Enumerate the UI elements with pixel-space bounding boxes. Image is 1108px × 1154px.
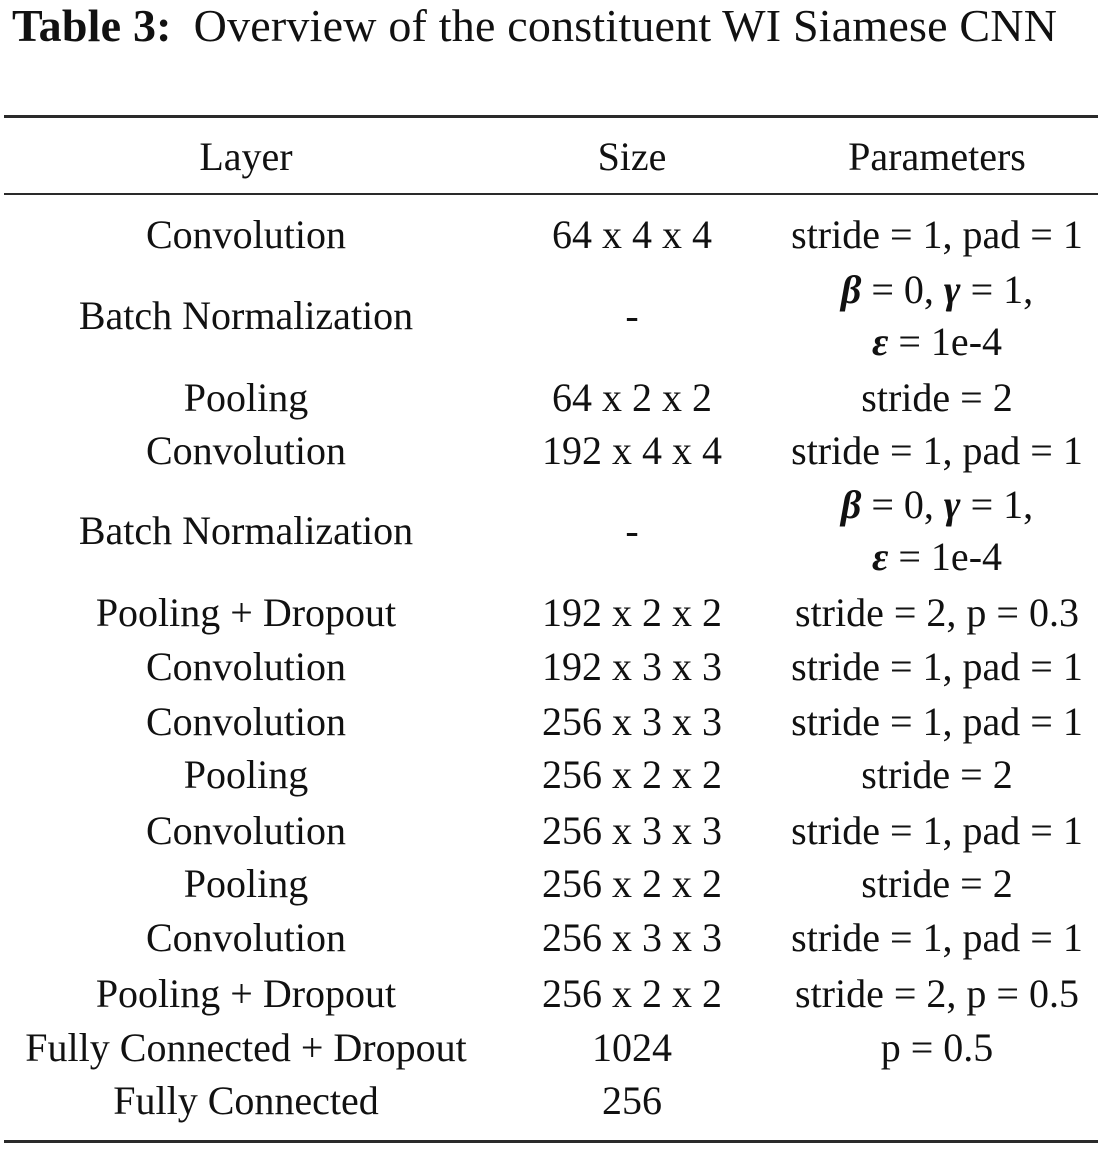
cell-layer: Pooling + Dropout bbox=[95, 590, 397, 635]
cell-layer: Fully Connected + Dropout bbox=[25, 1025, 467, 1070]
table-row bbox=[4, 696, 1098, 748]
cell-parameters: stride = 1, pad = 1 bbox=[791, 428, 1083, 473]
table-row bbox=[4, 805, 1098, 857]
cell-layer: Pooling + Dropout bbox=[95, 971, 397, 1016]
header-parameters: Parameters bbox=[848, 134, 1026, 179]
cell-layer: Convolution bbox=[145, 644, 347, 689]
table-row bbox=[4, 372, 1098, 424]
cell-size: - bbox=[625, 508, 639, 553]
cell-size: 64 x 4 x 4 bbox=[552, 212, 712, 257]
top-rule bbox=[4, 115, 1098, 118]
cell-parameters: stride = 2, p = 0.5 bbox=[795, 971, 1079, 1016]
cell-layer: Batch Normalization bbox=[78, 508, 414, 553]
cell-layer: Convolution bbox=[145, 808, 347, 853]
cell-parameters: stride = 1, pad = 1 bbox=[791, 808, 1083, 853]
header-rule bbox=[4, 193, 1098, 195]
cell-parameters: stride = 1, pad = 1 bbox=[791, 699, 1083, 744]
cell-layer: Convolution bbox=[145, 212, 347, 257]
cell-parameters bbox=[776, 1075, 1098, 1127]
cell-parameters: stride = 2 bbox=[861, 375, 1013, 420]
cell-size: 192 x 3 x 3 bbox=[542, 644, 722, 689]
cell-parameters: stride = 2, p = 0.3 bbox=[795, 590, 1079, 635]
cell-layer: Convolution bbox=[145, 428, 347, 473]
cell-size: 1024 bbox=[592, 1025, 672, 1070]
table-row bbox=[4, 264, 1098, 368]
cell-parameters: stride = 2 bbox=[861, 861, 1013, 906]
cell-layer: Convolution bbox=[145, 915, 347, 960]
cell-layer: Pooling bbox=[183, 375, 309, 420]
table-caption bbox=[12, 0, 1057, 52]
cell-layer: Batch Normalization bbox=[78, 293, 414, 338]
table-row bbox=[4, 858, 1098, 910]
table-row bbox=[4, 641, 1098, 693]
cell-layer: Pooling bbox=[183, 861, 309, 906]
table-title: Overview of the constituent WI Siamese CNN bbox=[193, 0, 1058, 51]
cell-parameters: β = 0, γ = 1, ε = 1e-4 bbox=[840, 267, 1034, 364]
bottom-rule bbox=[4, 1140, 1098, 1143]
table-row bbox=[4, 912, 1098, 964]
cell-layer: Pooling bbox=[183, 752, 309, 797]
table-label: Table 3: bbox=[12, 0, 172, 51]
cell-size: 256 x 3 x 3 bbox=[542, 915, 722, 960]
cell-layer: Fully Connected bbox=[113, 1078, 379, 1123]
cell-size: 256 x 2 x 2 bbox=[542, 971, 722, 1016]
cell-size: 256 x 2 x 2 bbox=[542, 752, 722, 797]
header-size: Size bbox=[597, 134, 667, 179]
table-row bbox=[4, 749, 1098, 801]
cell-size: 192 x 4 x 4 bbox=[542, 428, 722, 473]
table-row bbox=[4, 968, 1098, 1020]
cell-size: - bbox=[625, 293, 639, 338]
cell-size: 256 x 2 x 2 bbox=[542, 861, 722, 906]
header-layer: Layer bbox=[199, 134, 293, 179]
table-row bbox=[4, 479, 1098, 583]
cell-parameters: stride = 1, pad = 1 bbox=[791, 644, 1083, 689]
table-row bbox=[4, 1022, 1098, 1074]
cell-parameters: p = 0.5 bbox=[880, 1025, 994, 1070]
cell-layer: Convolution bbox=[145, 699, 347, 744]
table-header-row bbox=[4, 131, 1098, 183]
cell-size: 64 x 2 x 2 bbox=[552, 375, 712, 420]
cell-size: 192 x 2 x 2 bbox=[542, 590, 722, 635]
table-row bbox=[4, 1075, 1098, 1127]
cell-parameters: stride = 1, pad = 1 bbox=[791, 915, 1083, 960]
cell-parameters: β = 0, γ = 1, ε = 1e-4 bbox=[840, 482, 1034, 579]
table-row bbox=[4, 587, 1098, 639]
cell-size: 256 x 3 x 3 bbox=[542, 808, 722, 853]
cell-parameters: stride = 1, pad = 1 bbox=[791, 212, 1083, 257]
cell-size: 256 bbox=[602, 1078, 662, 1123]
table-row bbox=[4, 209, 1098, 261]
cell-parameters: stride = 2 bbox=[861, 752, 1013, 797]
table-row bbox=[4, 425, 1098, 477]
cell-size: 256 x 3 x 3 bbox=[542, 699, 722, 744]
